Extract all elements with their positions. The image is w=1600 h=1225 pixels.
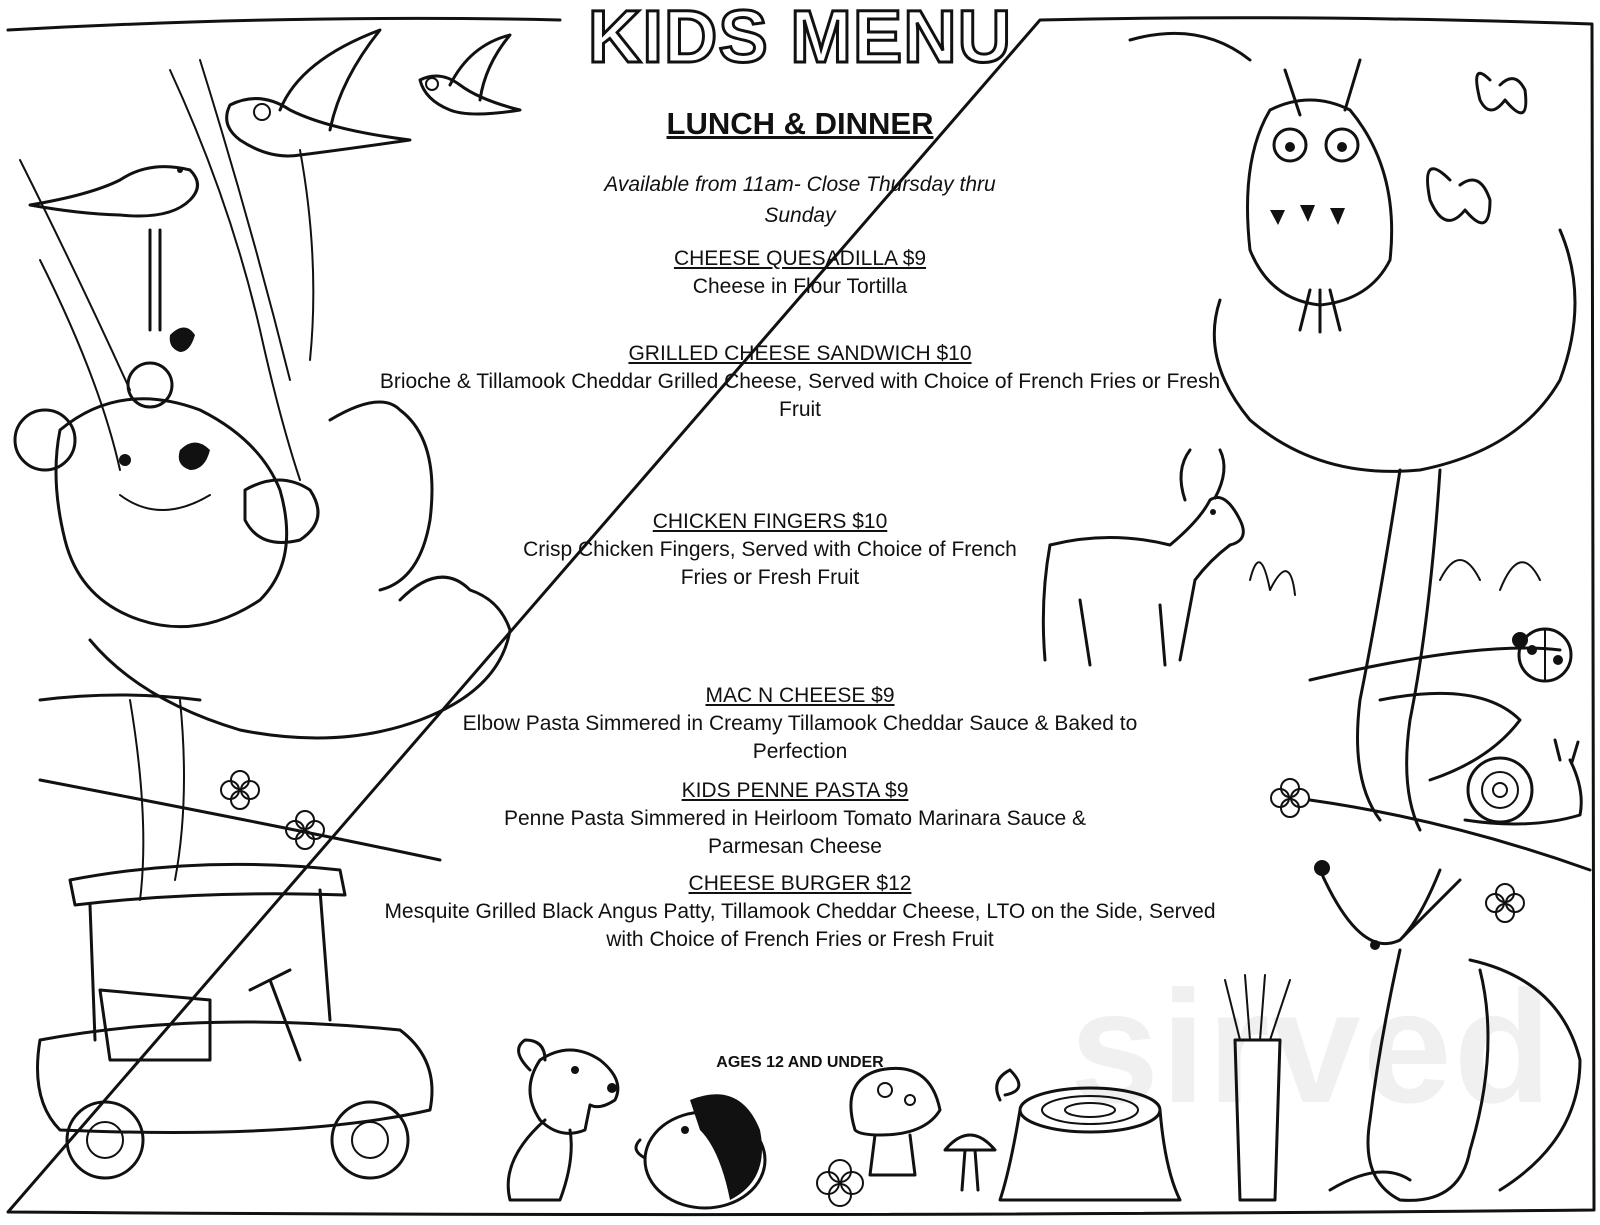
menu-item	[520, 508, 1020, 592]
tree-illustration	[20, 60, 440, 900]
menu-item-name: CHICKEN FINGERS $10	[652, 510, 888, 533]
menu-item-description: Crisp Chicken Fingers, Served with Choice of French Fries or Fresh Fruit	[523, 538, 1017, 589]
snail-illustration	[1465, 740, 1581, 824]
menu-item-name: MAC N CHEESE $9	[705, 684, 895, 707]
hedgehog-illustration	[636, 1094, 765, 1208]
menu-item-description: Mesquite Grilled Black Angus Patty, Tillamook Cheddar Cheese, LTO on the Side, Served with Choice of French Fries or Fresh Fruit	[384, 900, 1216, 951]
menu-item-description: Cheese in Flour Tortilla	[692, 275, 908, 298]
deer-illustration	[1043, 450, 1295, 665]
menu-item-description: Brioche & Tillamook Cheddar Grilled Cheese, Served with Choice of French Fries or Fresh Fruit	[379, 370, 1221, 421]
menu-item	[330, 245, 1270, 301]
menu-item-description: Penne Pasta Simmered in Heirloom Tomato Marinara Sauce & Parmesan Cheese	[503, 807, 1087, 858]
menu-item-name: CHEESE BURGER $12	[688, 872, 912, 895]
menu-item	[370, 870, 1230, 954]
butterfly-illustration	[1428, 73, 1526, 223]
mushroom-illustration	[851, 1068, 995, 1190]
menu-item-name: KIDS PENNE PASTA $9	[681, 779, 909, 802]
menu-item-name: GRILLED CHEESE SANDWICH $10	[628, 342, 972, 365]
menu-item	[470, 777, 1120, 861]
menu-title: KIDS MENU	[587, 0, 1013, 78]
watermark: sirved	[1070, 957, 1554, 1136]
availability-note: Available from 11am- Close Thursday thru Sunday	[604, 173, 996, 227]
menu-item	[370, 340, 1230, 424]
ladybug-illustration	[1512, 629, 1571, 681]
age-restriction-note: AGES 12 AND UNDER	[716, 1054, 884, 1071]
menu-item	[420, 682, 1180, 766]
menu-item-name: CHEESE QUESADILLA $9	[673, 247, 927, 270]
section-heading: LUNCH & DINNER	[666, 106, 934, 141]
menu-item-description: Elbow Pasta Simmered in Creamy Tillamook Cheddar Sauce & Baked to Perfection	[462, 712, 1138, 763]
tree-illustration	[1130, 33, 1590, 870]
